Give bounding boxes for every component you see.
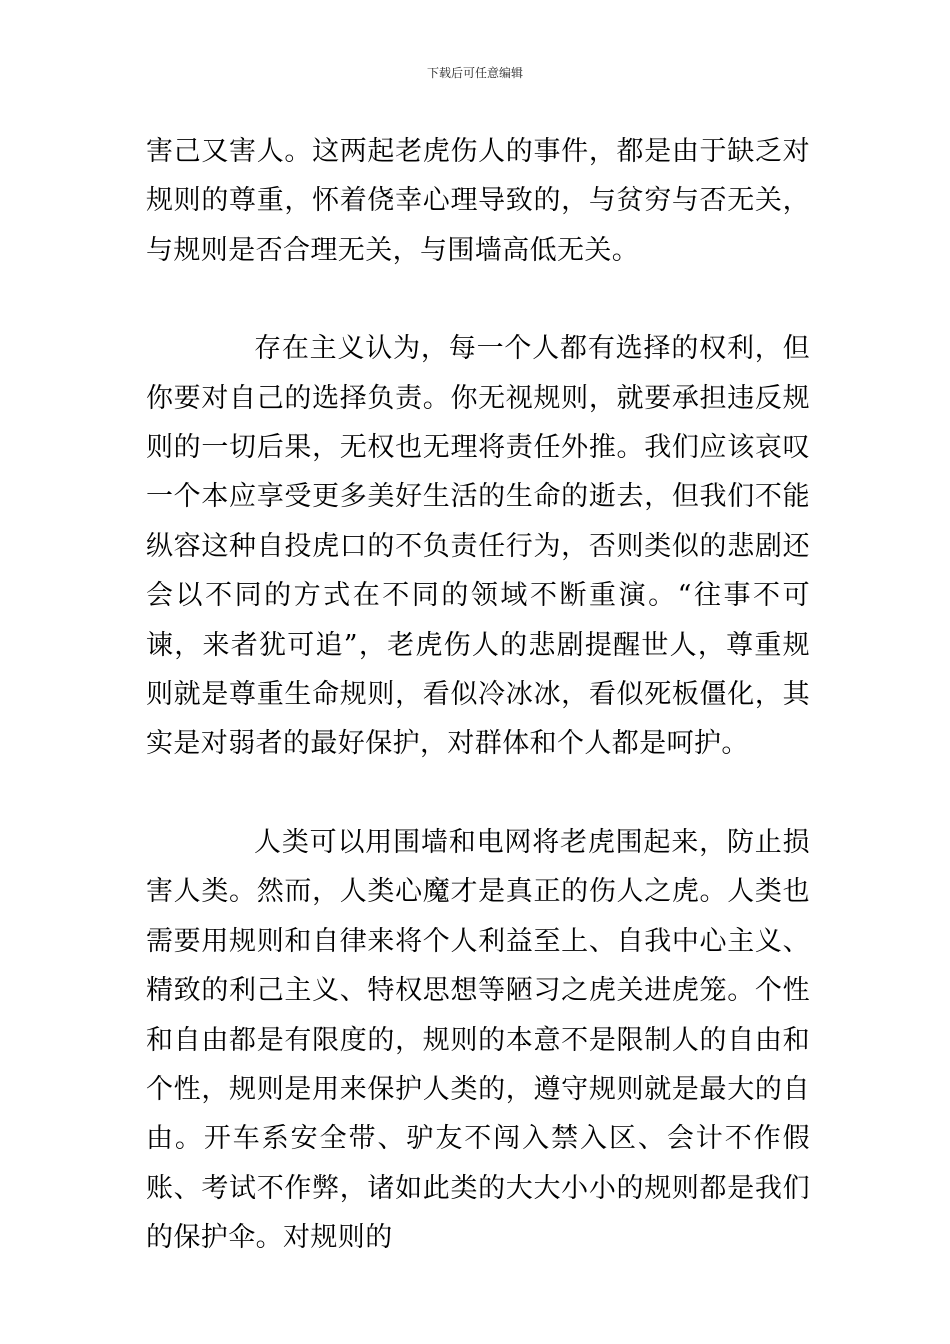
paragraph-3: 人类可以用围墙和电网将老虎围起来，防止损害人类。然而，人类心魔才是真正的伤人之虎。人类也需要用规则和自律来将个人利益至上、自我中心主义、精致的利己主义、特权思想等陋习之虎关进虎笼。个性和自由都是有限度的，规则的本意不是限制人的自由和个性，规则是用来保护人类的，遵守规则就是最大的自由。开车系安全带、驴友不闯入禁入区、会计不作假账、考试不作弊，诸如此类的大大小小的规则都是我们的保护伞。对规则的 xyxy=(146,826,810,1254)
paragraph-2: 存在主义认为，每一个人都有选择的权利，但你要对自己的选择负责。你无视规则，就要承担违反规则的一切后果，无权也无理将责任外推。我们应该哀叹一个本应享受更多美好生活的生命的逝去，但我们不能纵容这种自投虎口的不负责任行为，否则类似的悲剧还会以不同的方式在不同的领域不断重演。“往事不可谏，来者犹可追”，老虎伤人的悲剧提醒世人，尊重规则就是尊重生命规则，看似冷冰冰，看似死板僵化，其实是对弱者的最好保护，对群体和个人都是呵护。 xyxy=(146,333,810,760)
document-body xyxy=(146,127,810,1263)
page-header: 下载后可任意编辑 xyxy=(426,66,523,80)
paragraph-1: 害己又害人。这两起老虎伤人的事件，都是由于缺乏对规则的尊重，怀着侥幸心理导致的，与贫穷与否无关，与规则是否合理无关，与围墙高低无关。 xyxy=(146,136,810,266)
